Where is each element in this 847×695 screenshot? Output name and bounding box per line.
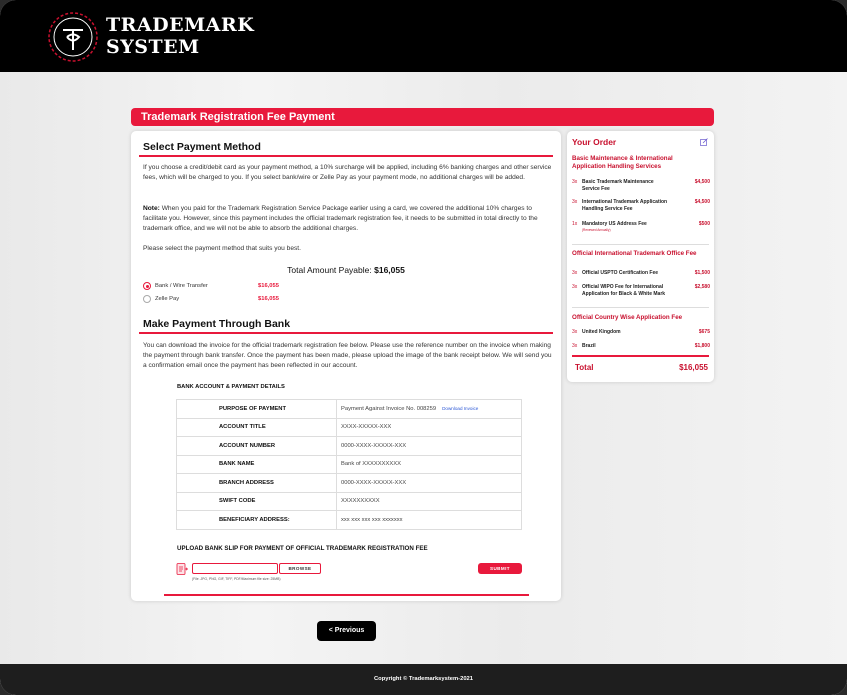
- row-value: xxx xxx xxx xxx xxxxxxx: [337, 511, 522, 530]
- bank-details-heading: BANK ACCOUNT & PAYMENT DETAILS: [177, 384, 285, 390]
- main-content: [0, 72, 847, 664]
- item-price: $1,500: [694, 270, 710, 276]
- total-value: $16,055: [374, 265, 405, 275]
- item-price: $2,580: [694, 284, 710, 290]
- upload-file-icon: [176, 563, 188, 575]
- row-value: XXXXXXXXXX: [337, 492, 522, 511]
- table-row: [177, 418, 522, 437]
- row-value: 0000-XXXX-XXXXX-XXX: [337, 474, 522, 493]
- item-name: Official USPTO Certification Fee: [582, 270, 659, 276]
- option-amount: $16,055: [258, 296, 279, 302]
- download-invoice-link[interactable]: Download Invoice: [442, 405, 479, 411]
- item-price: $4,500: [694, 179, 710, 185]
- item-name: Basic Trademark Maintenance Service Fee: [582, 179, 654, 192]
- item-name: Mandatory US Address Fee: [582, 221, 647, 227]
- payment-card: [131, 131, 561, 601]
- edit-icon[interactable]: [700, 138, 708, 146]
- brand-line-2: SYSTEM: [106, 36, 200, 58]
- select-payment-method-title: Select Payment Method: [143, 141, 261, 153]
- order-divider: [572, 244, 709, 245]
- order-total-value: $16,055: [679, 363, 708, 372]
- submit-button[interactable]: SUBMIT: [478, 563, 522, 574]
- item-note: (Renewed Annually): [582, 228, 611, 232]
- row-key: BANK NAME: [177, 455, 337, 474]
- upload-hint: (File .JPG, PNG, GIF, TIFF, PDF/Maximum file size: 25MB): [192, 577, 281, 581]
- item-name: International Trademark Application Handling Service Fee: [582, 199, 668, 212]
- bank-instructions: You can download the invoice for the official trademark registration fee below. Please use the reference number on the invoice when making the payment through bank transfer. Once the payment has been made, please upload the image of the bank receipt below. We will send you a confirmation email once the payment has been reflected in our account.: [143, 342, 552, 369]
- item-qty: 3x: [572, 199, 578, 205]
- payment-intro-text: If you choose a credit/debit card as your payment method, a 10% surcharge will be applied, including 6% banking charges and other service fees, which will be charged to you. If you select bank/wire or Zelle Pay as your payment mode, no additional charges will be added.: [143, 164, 552, 181]
- upload-slip-title: UPLOAD BANK SLIP FOR PAYMENT OF OFFICIAL TRADEMARK REGISTRATION FEE: [177, 545, 428, 552]
- row-value: Bank of XXXXXXXXXX: [337, 455, 522, 474]
- item-qty: 3x: [572, 179, 578, 185]
- option-amount: $16,055: [258, 283, 279, 289]
- item-qty: 3x: [572, 329, 578, 335]
- item-price: $500: [698, 221, 710, 227]
- order-total-divider: [572, 355, 709, 357]
- option-label: Bank / Wire Transfer: [155, 283, 208, 289]
- item-qty: 1x: [572, 221, 578, 227]
- item-name: Brazil: [582, 343, 596, 349]
- row-value: [337, 400, 522, 419]
- item-qty: 3x: [572, 284, 578, 290]
- order-section-title: Official International Trademark Office Fee: [572, 250, 697, 257]
- previous-button[interactable]: < Previous: [317, 621, 376, 641]
- table-row: [177, 492, 522, 511]
- total-amount-payable: [131, 265, 561, 275]
- row-key: ACCOUNT TITLE: [177, 418, 337, 437]
- item-qty: 3x: [572, 270, 578, 276]
- radio-bank-wire[interactable]: [143, 282, 151, 290]
- table-row: [177, 437, 522, 456]
- bank-details-table: [176, 399, 522, 530]
- order-section-title: Official Country Wise Application Fee: [572, 314, 683, 321]
- row-key: BENEFICIARY ADDRESS:: [177, 511, 337, 530]
- note-label: Note:: [143, 205, 160, 212]
- section-divider: [139, 155, 553, 157]
- brand-line-1: TRADEMARK: [106, 14, 255, 36]
- order-title: Your Order: [572, 137, 617, 147]
- table-row: [177, 400, 522, 419]
- order-summary-card: [567, 131, 714, 382]
- row-value: 0000-XXXX-XXXXX-XXX: [337, 437, 522, 456]
- payment-option-bank[interactable]: [143, 281, 343, 291]
- row-key: SWIFT CODE: [177, 492, 337, 511]
- table-row: [177, 511, 522, 530]
- site-header: [0, 0, 847, 72]
- item-price: $1,800: [694, 343, 710, 349]
- item-price: $4,500: [694, 199, 710, 205]
- item-qty: 3x: [572, 343, 578, 349]
- brand-name[interactable]: [106, 14, 254, 58]
- trademark-logo-icon: [46, 10, 100, 64]
- row-key: ACCOUNT NUMBER: [177, 437, 337, 456]
- payment-note: [143, 204, 553, 234]
- bank-slip-file-input[interactable]: [192, 563, 278, 574]
- item-name: United Kingdom: [582, 329, 621, 335]
- browse-button[interactable]: BROWSE: [279, 563, 321, 574]
- item-name: Official WIPO Fee for International Application for Black & White Mark: [582, 284, 666, 297]
- section-divider: [139, 332, 553, 334]
- row-key: BRANCH ADDRESS: [177, 474, 337, 493]
- row-value: XXXX-XXXXX-XXX: [337, 418, 522, 437]
- payment-option-zelle[interactable]: [143, 294, 343, 304]
- total-label: Total Amount Payable:: [287, 265, 375, 275]
- option-label: Zelle Pay: [155, 296, 180, 302]
- card-bottom-divider: [164, 594, 529, 596]
- item-price: $675: [698, 329, 710, 335]
- page-title: Trademark Registration Fee Payment: [131, 108, 714, 126]
- order-divider: [572, 307, 709, 308]
- table-row: [177, 455, 522, 474]
- payment-prompt: Please select the payment method that suits you best.: [143, 245, 301, 252]
- radio-zelle-pay[interactable]: [143, 295, 151, 303]
- table-row: [177, 474, 522, 493]
- note-text: When you paid for the Trademark Registration Service Package earlier using a card, we covered the additional 10% charges to facilitate you. However, since this payment includes the official trademark registration fee, it needs to be submitted in total directly to the trademark office, and we will not be able to absorb the additional charges.: [143, 205, 538, 232]
- order-total-label: Total: [575, 363, 594, 372]
- invoice-ref: Payment Against Invoice No. 008259: [341, 405, 437, 412]
- row-key: PURPOSE OF PAYMENT: [177, 400, 337, 419]
- site-footer: Copyright © Trademarksystem-2021: [0, 664, 847, 695]
- order-section-title: Basic Maintenance & International Application Handling Services: [572, 155, 673, 170]
- bank-payment-title: Make Payment Through Bank: [143, 318, 291, 330]
